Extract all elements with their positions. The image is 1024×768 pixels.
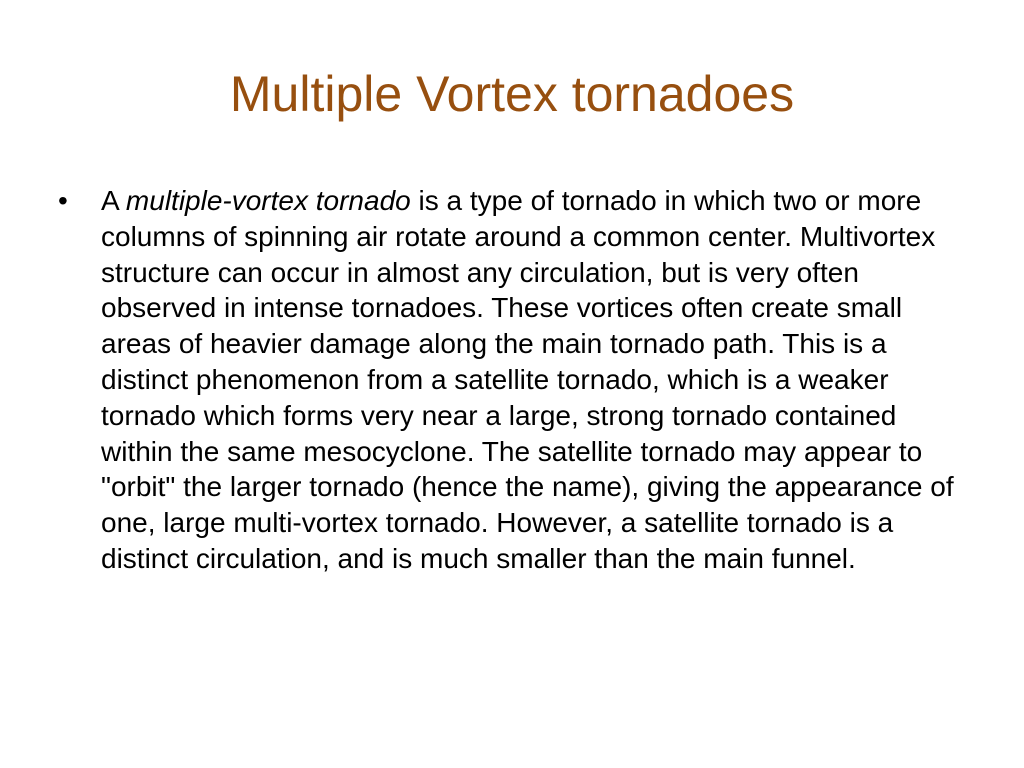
bullet-text — [101, 185, 954, 574]
bullet-list — [58, 183, 968, 577]
bullet-lead: A — [101, 185, 126, 216]
bullet-emphasis: multiple-vortex tornado — [125, 185, 411, 216]
bullet-marker: • — [58, 185, 68, 216]
bullet-body: is a type of tornado in which two or more columns of spinning air rotate around a common center. Multivortex structure can occur in almost any circulation, but is very often observed in intense tornadoes. These vortices often create small areas of heavier damage along the main tornado path. This is a distinct phenomenon from a satellite tornado, which is a weaker tornado which forms very near a large, strong tornado contained within the same mesocyclone. The satellite tornado may appear to "orbit" the larger tornado (hence the name), giving the appearance of one, large multi-vortex tornado. However, a satellite tornado is a distinct circulation, and is much smaller than the main funnel. — [101, 185, 954, 574]
bullet-item — [58, 183, 968, 577]
slide-title: Multiple Vortex tornadoes — [229, 66, 795, 122]
